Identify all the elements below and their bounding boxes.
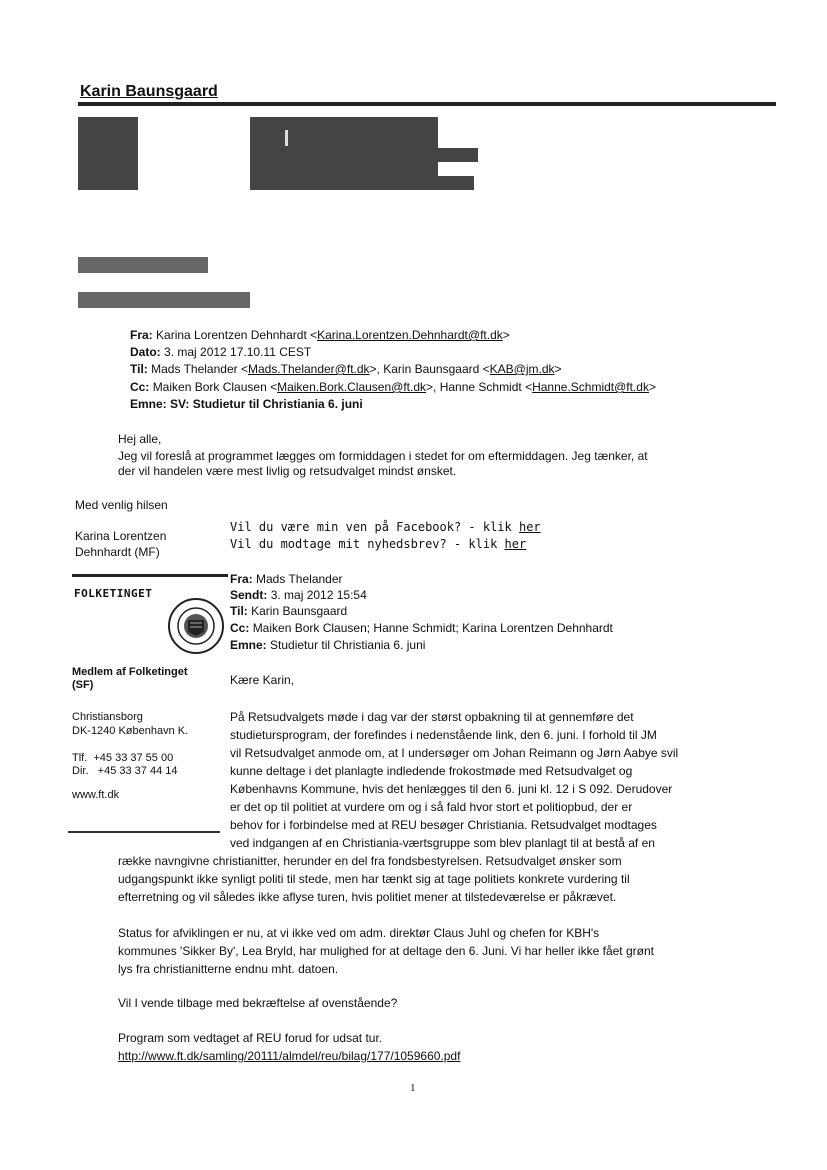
redaction-block [250, 117, 438, 190]
signature-closing: Med venlig hilsen [75, 498, 168, 512]
original-cc: Cc: Maiken Bork Clausen; Hanne Schmidt; Karina Lorentzen Dehnhardt [230, 621, 613, 635]
facebook-line: Vil du være min ven på Facebook? - klik her [230, 520, 541, 534]
header-rule [78, 102, 776, 106]
phone-line: Dir. +45 33 37 44 14 [72, 765, 178, 777]
address-line: Christiansborg [72, 711, 143, 723]
org-name: FOLKETINGET [74, 587, 153, 600]
email-link[interactable]: Maiken.Bork.Clausen@ft.dk [277, 380, 427, 394]
body-line: er det op til politiet at vurdere om og i så fald hvor stort et politiopbud, der er [230, 800, 633, 814]
body-line: Københavns Kommune, hvis det henlægges til den 6. juni kl. 12 i S 092. Derudover [230, 782, 673, 796]
body-line: Vil I vende tilbage med bekræftelse af ovenstående? [118, 996, 398, 1010]
signature-name: Karina Lorentzen [75, 529, 167, 543]
redaction-block [78, 117, 138, 190]
body-line: efterretning og vil således ikke aflyse turen, hvis politiet mener at tilstedeværelse er påkrævet. [118, 890, 617, 904]
redaction-block [438, 176, 474, 190]
newsletter-link[interactable]: her [504, 537, 527, 551]
email-link[interactable]: Karina.Lorentzen.Dehnhardt@ft.dk [317, 328, 503, 342]
redaction-block [78, 292, 250, 308]
newsletter-line: Vil du modtage mit nyhedsbrev? - klik her [230, 537, 527, 551]
redaction-block [438, 148, 478, 162]
body-line: række navngivne christianitter, herunder en del fra fondsbestyrelsen. Retsudvalget ønsker som [118, 854, 622, 868]
folketinget-seal-logo [163, 596, 229, 656]
body-line: lys fra christianitterne endnu mht. datoen. [118, 962, 339, 976]
signature-bottom-rule [68, 831, 220, 833]
forward-subject: Emne: SV: Studietur til Christiania 6. juni [130, 397, 363, 411]
signature-name: Dehnhardt (MF) [75, 545, 160, 559]
original-sent: Sendt: 3. maj 2012 15:54 [230, 588, 367, 602]
body-line: Status for afviklingen er nu, at vi ikke ved om adm. direktør Claus Juhl og chefen for KBH's [118, 926, 600, 940]
body-line: ved indgangen af en Christiania-værtsgruppe som blev planlagt til at bestå af en [230, 836, 655, 850]
reply-line: Jeg vil foreslå at programmet lægges om formiddagen i stedet for om eftermiddagen. Jeg tænker, at [118, 449, 648, 463]
body-line: kommunes 'Sikker By', Lea Bryld, har mulighed for at deltage den 6. Juni. Vi har heller ikke fået grønt [118, 944, 654, 958]
email-link[interactable]: Hanne.Schmidt@ft.dk [532, 380, 649, 394]
header-name: Karin Baunsgaard [80, 83, 218, 100]
original-greeting: Kære Karin, [230, 673, 295, 687]
redaction-block [78, 257, 208, 273]
reply-greeting: Hej alle, [118, 432, 162, 446]
reply-line: der vil handelen være mest livlig og retsudvalget mindst ønsket. [118, 464, 457, 478]
signature-rule [72, 574, 228, 577]
phone-line: Tlf. +45 33 37 55 00 [72, 752, 174, 764]
body-line: vil Retsudvalget anmode om, at I undersøger om Johan Reimann og Jørn Aabye svil [230, 746, 679, 760]
body-line: studietursprogram, der forefindes i nedenstående link, den 6. juni. I forhold til JM [230, 728, 657, 742]
body-line: udgangspunkt ikke synligt politi til stede, men har tænkt sig at tage politiets konkrete vurdering til [118, 872, 630, 886]
body-line: På Retsudvalgets møde i dag var der størst opbakning til at gennemføre det [230, 710, 634, 724]
original-from: Fra: Mads Thelander [230, 572, 343, 586]
redaction-mark [285, 130, 288, 146]
program-link[interactable]: http://www.ft.dk/samling/20111/almdel/reu/bilag/177/1059660.pdf [118, 1049, 461, 1063]
facebook-link[interactable]: her [518, 520, 541, 534]
forward-from: Fra: Karina Lorentzen Dehnhardt <Karina.Lorentzen.Dehnhardt@ft.dk> [130, 328, 510, 342]
forward-to: Til: Mads Thelander <Mads.Thelander@ft.dk>, Karin Baunsgaard <KAB@jm.dk> [130, 362, 562, 376]
address-line: DK-1240 København K. [72, 725, 189, 737]
email-link[interactable]: KAB@jm.dk [489, 362, 555, 376]
body-line: kunne deltage i det planlagte indledende frokostmøde med Retsudvalget og [230, 764, 633, 778]
forward-cc: Cc: Maiken Bork Clausen <Maiken.Bork.Clausen@ft.dk>, Hanne Schmidt <Hanne.Schmidt@ft.dk> [130, 380, 656, 394]
forward-date: Dato: 3. maj 2012 17.10.11 CEST [130, 345, 312, 359]
page-number: 1 [410, 1082, 416, 1094]
original-to: Til: Karin Baunsgaard [230, 604, 348, 618]
member-party: (SF) [72, 679, 94, 691]
body-line: Program som vedtaget af REU forud for udsat tur. [118, 1031, 383, 1045]
original-subject: Emne: Studietur til Christiania 6. juni [230, 638, 426, 652]
body-line: behov for i forbindelse med at REU besøger Christiania. Retsudvalget modtages [230, 818, 657, 832]
website: www.ft.dk [72, 789, 120, 801]
member-title: Medlem af Folketinget [72, 666, 188, 678]
email-link[interactable]: Mads.Thelander@ft.dk [247, 362, 370, 376]
